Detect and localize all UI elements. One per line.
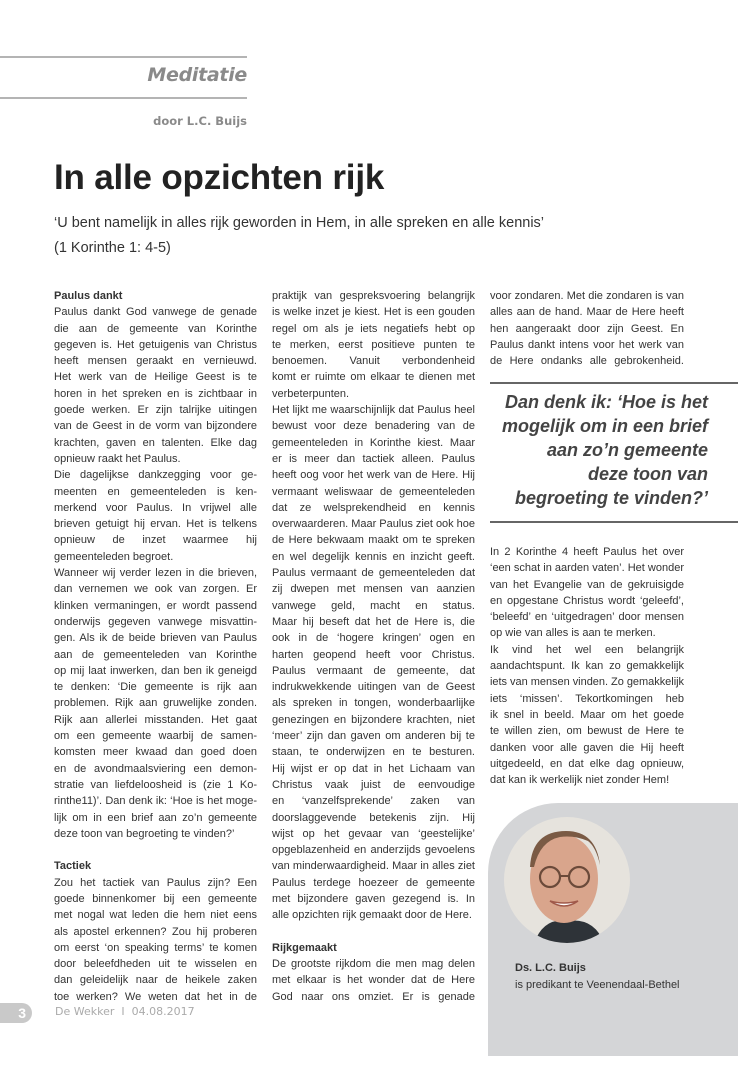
- paragraph: [54, 875, 257, 1005]
- text-line: heeft mensen geraakt en vernieuwd.: [54, 355, 257, 368]
- text-line: zij dwepen met mensen van aanzien: [272, 583, 475, 596]
- text-line: dat kan ik werkelijk niet zonder Hem!: [490, 774, 670, 787]
- paragraph: [490, 288, 684, 369]
- paragraph: [490, 642, 684, 789]
- text-line: te willen zien, om bewust de Here te: [490, 725, 684, 738]
- text-line: om eerst ‘on speaking terms’ te komen: [54, 941, 257, 954]
- text-line: ik snel in beeld. Maar om het goede: [490, 708, 684, 721]
- text-line: deze toon van begroeting te vinden?’: [54, 827, 235, 840]
- text-line: Paulus vermaant de gemeenteleden dat: [272, 567, 475, 580]
- text-line: rinthe11)’. Dan denk ik: ‘Hoe is het moge-: [54, 795, 257, 808]
- text-line: voor zondaren. Met die zondaren is van: [490, 290, 684, 302]
- author-photo: [504, 817, 630, 943]
- text-line: praktijk van gespreksvoering belangrijk: [272, 290, 475, 302]
- text-line: Maar hij beseft dat het de Here is, die: [272, 615, 475, 628]
- paragraph-gap: [272, 924, 475, 940]
- text-line: vermaant weliswaar de gemeenteleden: [272, 485, 475, 498]
- text-line: danken voor alle gaven die Hij heeft: [490, 741, 684, 754]
- text-line: Christus vaak juist de eenvoudige: [272, 778, 475, 791]
- text-line: als spreken in tongen, wonderbaarlijke: [272, 697, 475, 710]
- text-line: alle opzichten rijk gemaakt door de Here.: [272, 909, 472, 922]
- footer-publication: De Wekker I 04.08.2017: [55, 1005, 195, 1018]
- text-line: opnieuw de inzet waarmee hij: [54, 534, 257, 547]
- paragraph: [54, 304, 257, 467]
- text-line: iets ‘missen’. Tekortkomingen heb: [490, 692, 684, 705]
- text-line: Die dagelijkse dankzegging voor ge-: [54, 469, 257, 482]
- text-line: Hij wijst er op dat in het Lichaam van: [272, 762, 475, 775]
- text-line: gemeenteleden in Korinthe kiest. Maar: [272, 436, 475, 449]
- text-line: staan, te onderwijzen en te besturen.: [272, 746, 475, 759]
- text-line: te denken: ‘Die gemeente is rijk aan: [54, 681, 257, 694]
- text-line: opnieuw raakt het Paulus.: [54, 452, 181, 465]
- pull-quote-rule-top: [490, 382, 738, 384]
- header-rule-top: [0, 56, 247, 58]
- text-line: doorslaggevende betekenis zijn. Hij: [272, 811, 475, 824]
- text-line: met elkaar is het wonder dat de Here: [272, 974, 475, 987]
- text-line: iets van mensen vinden. Zo gemakkelijk: [490, 676, 684, 689]
- text-line: opgeblazenheid en anderzijds gevoelens: [272, 844, 475, 857]
- pull-quote-line: Dan denk ik: ‘Hoe is het: [504, 392, 708, 412]
- text-line: harten geopend heeft voor Christus.: [272, 648, 475, 661]
- text-line: benoemen. Vanuit verbondenheid: [272, 355, 475, 368]
- text-line: ook in de ‘hogere kringen’ ogen en: [272, 632, 475, 645]
- subheading: Rijkgemaakt: [272, 941, 337, 954]
- text-line: de Here ondanks alle gebrokenheid.: [490, 355, 684, 368]
- text-line: en wel degelijk kennis en inzicht geeft.: [272, 550, 475, 563]
- paragraph: [272, 288, 475, 402]
- text-line: op wie van alles is aan te merken.: [490, 627, 656, 640]
- text-line: is welke inzet je kiest. Het is een gouden: [272, 306, 475, 319]
- text-line: indrukwekkende uitingen van de Geest: [272, 681, 475, 694]
- text-line: Paulus terdege hoezeer de gemeente: [272, 876, 475, 889]
- text-line: Het werk van de Heilige Geest is te: [54, 371, 257, 384]
- text-line: Paulus vermaant de gemeente, dat: [272, 664, 475, 677]
- text-line: vanwege geld, macht en status.: [272, 599, 475, 612]
- text-line: dan vernemen we ook van zorgen. Er: [54, 583, 257, 596]
- text-line: problemen. Rijk aan gruwelijke zonden.: [54, 697, 257, 710]
- pull-quote-line: deze toon van: [587, 464, 708, 484]
- author-name: Ds. L.C. Buijs: [515, 962, 586, 974]
- text-line: en de avondmaalsviering een demon-: [54, 762, 257, 775]
- pull-quote-line: aan zo’n gemeente: [546, 440, 708, 460]
- text-line: dat ze welsprekendheid en kennis: [272, 501, 475, 514]
- text-line: gemeenteleden begroet.: [54, 550, 174, 563]
- text-line: alles aan de hand. Maar de Here heeft: [490, 306, 684, 319]
- text-line: In 2 Korinthe 4 heeft Paulus het over: [490, 546, 684, 558]
- text-line: Zou het tactiek van Paulus zijn? Een: [54, 876, 257, 889]
- paragraph: [490, 544, 684, 642]
- pull-quote: [502, 390, 708, 510]
- byline: door L.C. Buijs: [153, 114, 247, 128]
- text-line: Rijk aan allerlei misstanden. Het gaat: [54, 713, 257, 726]
- text-line: goede werken. Er zijn talrijke uitingen: [54, 404, 257, 417]
- text-line: genezingen en bijzondere krachten, niet: [272, 713, 475, 726]
- column-1: [54, 288, 257, 1005]
- page-number: 3: [18, 1005, 26, 1021]
- text-line: Paulus dankt God vanwege de genade: [54, 306, 257, 319]
- text-line: ‘meer’ zijn dan gaven om anderen bij te: [272, 730, 475, 743]
- page-number-badge: [0, 1003, 32, 1023]
- text-line: gegeven is. Het getuigenis van Christus: [54, 338, 257, 351]
- paragraph: [54, 565, 257, 842]
- author-box: [488, 803, 738, 1056]
- text-line: de Here bekwaam maakt om te spreken: [272, 534, 475, 547]
- text-line: hen aangeraakt door zijn Geest. En: [490, 322, 684, 335]
- text-line: stratie van liefdeloosheid is (zie 1 Ko-: [54, 778, 257, 791]
- text-line: aandachtspunt. Ik kan zo gemakkelijk: [490, 660, 684, 673]
- text-line: met bijzondere gaven gezegend is. In: [272, 892, 475, 905]
- subtitle-quote: ‘U bent namelijk in alles rijk geworden in Hem, in alle spreken en alle kennis’: [54, 215, 545, 231]
- text-line: God naar ons omziet. Er is genade: [272, 990, 475, 1003]
- text-line: door beleefdheden uit te wisselen en: [54, 958, 257, 971]
- text-line: Ik vind het wel een belangrijk: [490, 643, 684, 656]
- text-line: krachten, gaven en talenten. Elke dag: [54, 436, 257, 449]
- text-line: onderwijs gegeven vanwege misvattin-: [54, 615, 257, 628]
- text-line: van het Evangelie van de gekruisigde: [490, 578, 684, 591]
- text-line: dan geleidelijk naar de heikele zaken: [54, 974, 257, 987]
- author-role: is predikant te Veenendaal-Bethel: [515, 979, 680, 991]
- text-line: meenten en gemeenteleden is ken-: [54, 485, 257, 498]
- pull-quote-rule-bottom: [490, 521, 738, 523]
- text-line: Het lijkt me waarschijnlijk dat Paulus heel: [272, 404, 475, 417]
- text-line: heeft oog voor het werk van de Here. Hij: [272, 469, 475, 482]
- subtitle-reference: (1 Korinthe 1: 4-5): [54, 240, 171, 256]
- text-line: die aan de gemeente van Korinthe: [54, 322, 257, 335]
- text-line: Paulus dankt intens voor het werk van: [490, 338, 684, 351]
- text-line: goede binnenkomer bij een gemeente: [54, 892, 257, 905]
- text-line: toe werken? We weten dat het in de: [54, 990, 257, 1003]
- text-line: overwaarderen. Maar Paulus ziet ook hoe: [272, 518, 475, 531]
- column-2: [272, 288, 475, 1005]
- text-line: verbeterpunten.: [272, 387, 350, 400]
- text-line: te merken, eerst positieve punten te: [272, 338, 475, 351]
- subheading: Paulus dankt: [54, 290, 123, 302]
- text-line: brieven getuigt hij ervan. Het is telkens: [54, 518, 257, 531]
- paragraph-gap: [54, 842, 257, 858]
- text-line: gen. Als ik de beide brieven van Paulus: [54, 632, 257, 645]
- text-line: merkend voor Paulus. In vrijwel alle: [54, 501, 257, 514]
- column-3-top: [490, 288, 684, 369]
- text-line: wijst op het gevaar van ‘geestelijke’: [272, 827, 475, 840]
- column-3-bottom: [490, 544, 684, 788]
- text-line: van minderwaardigheid. Maar in alles ziet: [272, 860, 475, 873]
- section-label: Meditatie: [147, 64, 247, 86]
- paragraph: [54, 467, 257, 565]
- text-line: bewust voor deze benadering van de: [272, 420, 475, 433]
- text-line: De grootste rijkdom die men mag delen: [272, 958, 475, 971]
- text-line: regel om als je iets negatiefs hebt op: [272, 322, 475, 335]
- text-line: Wanneer wij verder lezen in die brieven,: [54, 567, 257, 580]
- text-line: en ‘vanzelfsprekende’ zaken van: [272, 795, 475, 808]
- text-line: er is meer dan tactiek alleen. Paulus: [272, 452, 475, 465]
- article-title: In alle opzichten rijk: [54, 158, 385, 197]
- text-line: van de Geest in de vorm van bijzondere: [54, 420, 257, 433]
- paragraph: [272, 956, 475, 1005]
- text-line: horen in het spreken en is zichtbaar in: [54, 387, 257, 400]
- header-rule-bottom: [0, 97, 247, 99]
- pull-quote-line: begroeting te vinden?’: [514, 488, 708, 508]
- pull-quote-line: mogelijk om in een brief: [501, 416, 708, 436]
- text-line: als apostel erkennen? Zou hij proberen: [54, 925, 257, 938]
- text-line: om een gemeente waarbij de samen-: [54, 730, 257, 743]
- subheading: Tactiek: [54, 860, 92, 873]
- text-line: op mij laat inwerken, dan ben ik geneigd: [54, 664, 257, 677]
- paragraph: [272, 402, 475, 924]
- text-line: ‘een schat in aarden vaten’. Het wonder: [490, 562, 684, 575]
- text-line: aan de gemeenteleden van Korinthe: [54, 648, 257, 661]
- text-line: en opgestane Christus wordt ‘geleefd’,: [490, 594, 684, 607]
- text-line: klinken vermaningen, er wordt passend: [54, 599, 257, 612]
- text-line: met nogal wat leden die hem niet eens: [54, 909, 257, 922]
- text-line: uitgedeeld, en dat elke dag opnieuw,: [490, 757, 684, 770]
- text-line: komt er ruimte om elkaar te dienen met: [272, 371, 475, 384]
- text-line: ‘beleefd’ en ‘uitgedragen’ door mensen: [490, 611, 684, 624]
- text-line: komsten meer kwaad dan goed doen: [54, 746, 257, 759]
- text-line: lijk om in een brief aan zo’n gemeente: [54, 811, 257, 824]
